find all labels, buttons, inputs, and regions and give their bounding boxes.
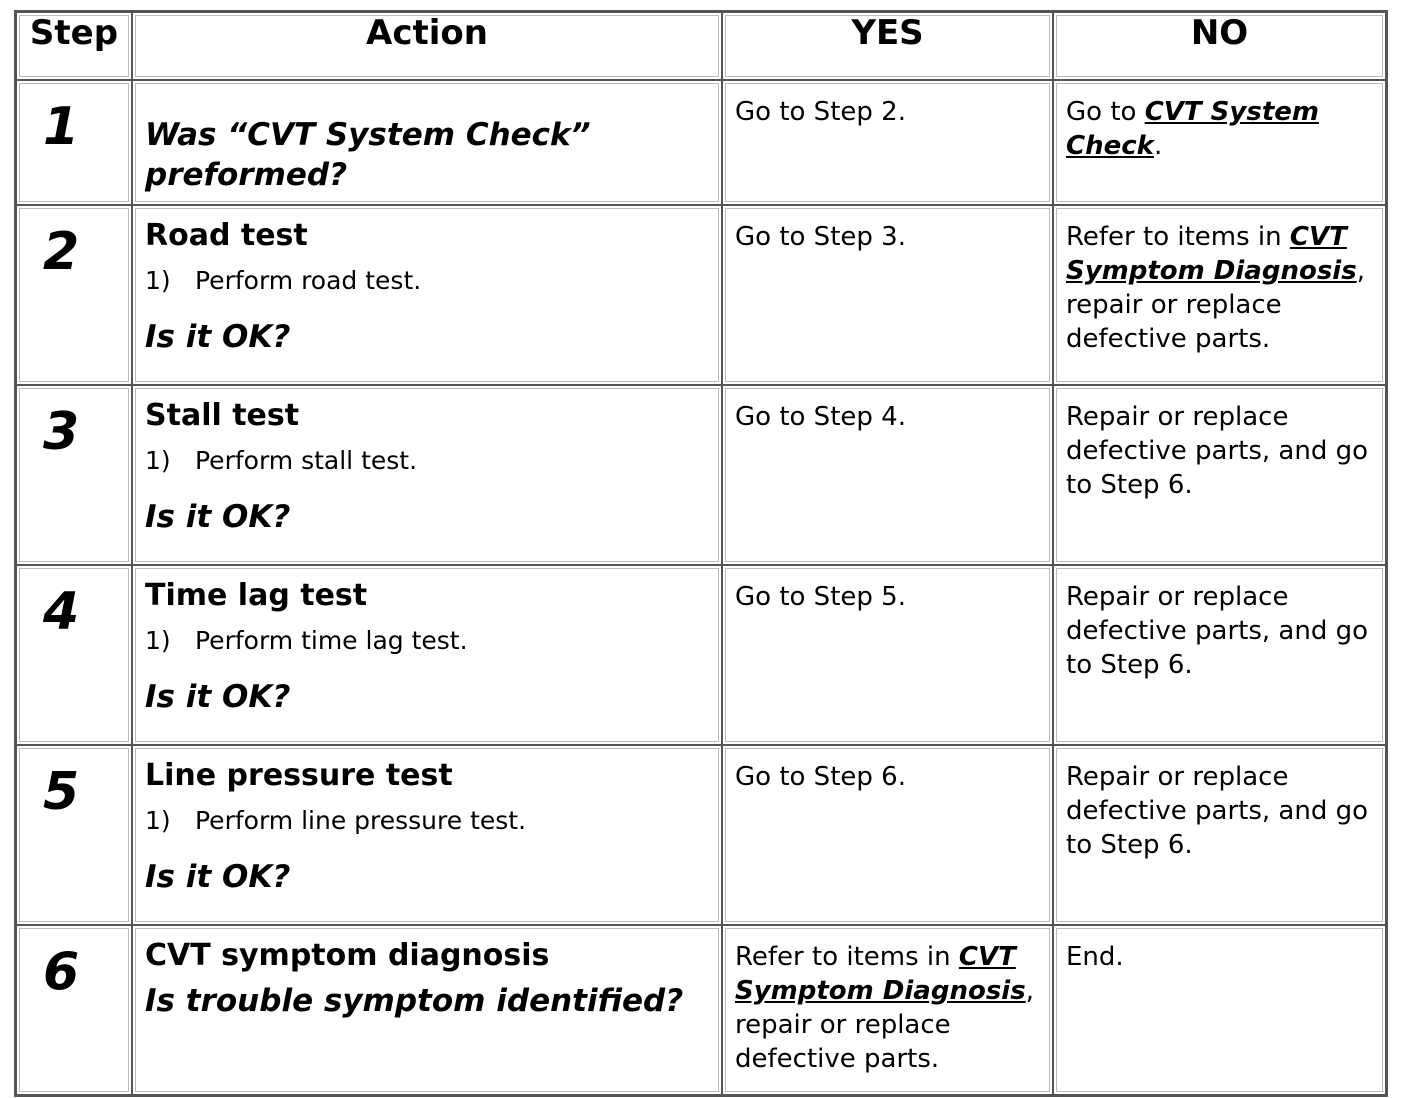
yes-text: Go to Step 3.: [735, 222, 906, 252]
yes-cell: [722, 565, 1053, 745]
header-action: Action: [132, 12, 722, 80]
header-no: NO: [1053, 12, 1386, 80]
yes-cell: [722, 80, 1053, 205]
no-cell: [1053, 205, 1386, 385]
action-cell: [132, 205, 722, 385]
table-row: [16, 925, 1386, 1095]
header-step: Step: [16, 12, 132, 80]
no-cell: [1053, 565, 1386, 745]
action-question: Is it OK?: [145, 499, 291, 535]
substep-text: Perform time lag test.: [195, 626, 468, 655]
substep-number: 1): [145, 626, 171, 655]
action-question: Is it OK?: [145, 319, 291, 355]
action-title: Stall test: [145, 398, 300, 433]
substep-text: Perform line pressure test.: [195, 806, 527, 835]
yes-text: Go to Step 4.: [735, 402, 906, 432]
substep-text: Perform road test.: [195, 266, 422, 295]
diagnosis-table: [14, 10, 1388, 1097]
step-cell: [16, 205, 132, 385]
action-cell: [132, 565, 722, 745]
no-cell: [1053, 745, 1386, 925]
action-substep: [145, 626, 709, 656]
step-number: 5: [43, 762, 80, 822]
action-question: Is trouble symptom identified?: [145, 983, 684, 1019]
action-cell: [132, 925, 722, 1095]
action-title: Time lag test: [145, 578, 368, 613]
action-title: CVT symptom diagnosis: [145, 938, 550, 973]
step-cell: [16, 745, 132, 925]
cvt-symptom-diagnosis-link[interactable]: CVT Symptom Diagnosis: [1066, 222, 1357, 286]
header-yes: YES: [722, 12, 1053, 80]
step-number: 2: [43, 222, 80, 282]
header-row: [16, 12, 1386, 80]
step-number: 3: [43, 402, 80, 462]
table-row: [16, 565, 1386, 745]
substep-text: Perform stall test.: [195, 446, 418, 475]
yes-cell: [722, 205, 1053, 385]
no-text-post: , repair or replace defective parts.: [1066, 256, 1365, 354]
table-row: [16, 80, 1386, 205]
step-number: 6: [43, 942, 80, 1002]
cvt-symptom-diagnosis-link[interactable]: CVT Symptom Diagnosis: [735, 942, 1026, 1006]
action-question: Was “CVT System Check” preformed?: [145, 117, 591, 193]
table-row: [16, 745, 1386, 925]
step-number: 1: [43, 97, 80, 157]
no-text: Repair or replace defective parts, and go to Step 6.: [1066, 762, 1368, 860]
no-text: Repair or replace defective parts, and go to Step 6.: [1066, 582, 1368, 680]
yes-text: Go to Step 6.: [735, 762, 906, 792]
no-text-pre: Refer to items in: [1066, 222, 1290, 252]
no-cell: [1053, 80, 1386, 205]
action-cell: [132, 385, 722, 565]
action-question: Is it OK?: [145, 679, 291, 715]
table-row: [16, 205, 1386, 385]
action-substep: [145, 806, 709, 836]
step-number: 4: [43, 582, 80, 642]
no-text-pre: Go to: [1066, 97, 1145, 127]
substep-number: 1): [145, 806, 171, 835]
yes-text: Go to Step 2.: [735, 97, 906, 127]
action-question: Is it OK?: [145, 859, 291, 895]
table-row: [16, 385, 1386, 565]
action-cell: [132, 745, 722, 925]
no-cell: [1053, 925, 1386, 1095]
substep-number: 1): [145, 266, 171, 295]
yes-cell: [722, 925, 1053, 1095]
action-cell: [132, 80, 722, 205]
no-cell: [1053, 385, 1386, 565]
action-substep: [145, 446, 709, 476]
no-text-post: .: [1153, 131, 1163, 161]
action-title: Line pressure test: [145, 758, 453, 793]
no-text: Repair or replace defective parts, and go to Step 6.: [1066, 402, 1368, 500]
yes-text-post: , repair or replace defective parts.: [735, 976, 1034, 1074]
yes-text-pre: Refer to items in: [735, 942, 959, 972]
step-cell: [16, 565, 132, 745]
yes-cell: [722, 745, 1053, 925]
cvt-system-check-link[interactable]: CVT System Check: [1066, 97, 1319, 161]
no-text: End.: [1066, 942, 1124, 972]
action-substep: [145, 266, 709, 296]
yes-cell: [722, 385, 1053, 565]
substep-number: 1): [145, 446, 171, 475]
step-cell: [16, 385, 132, 565]
step-cell: [16, 80, 132, 205]
step-cell: [16, 925, 132, 1095]
action-title: Road test: [145, 218, 308, 253]
yes-text: Go to Step 5.: [735, 582, 906, 612]
